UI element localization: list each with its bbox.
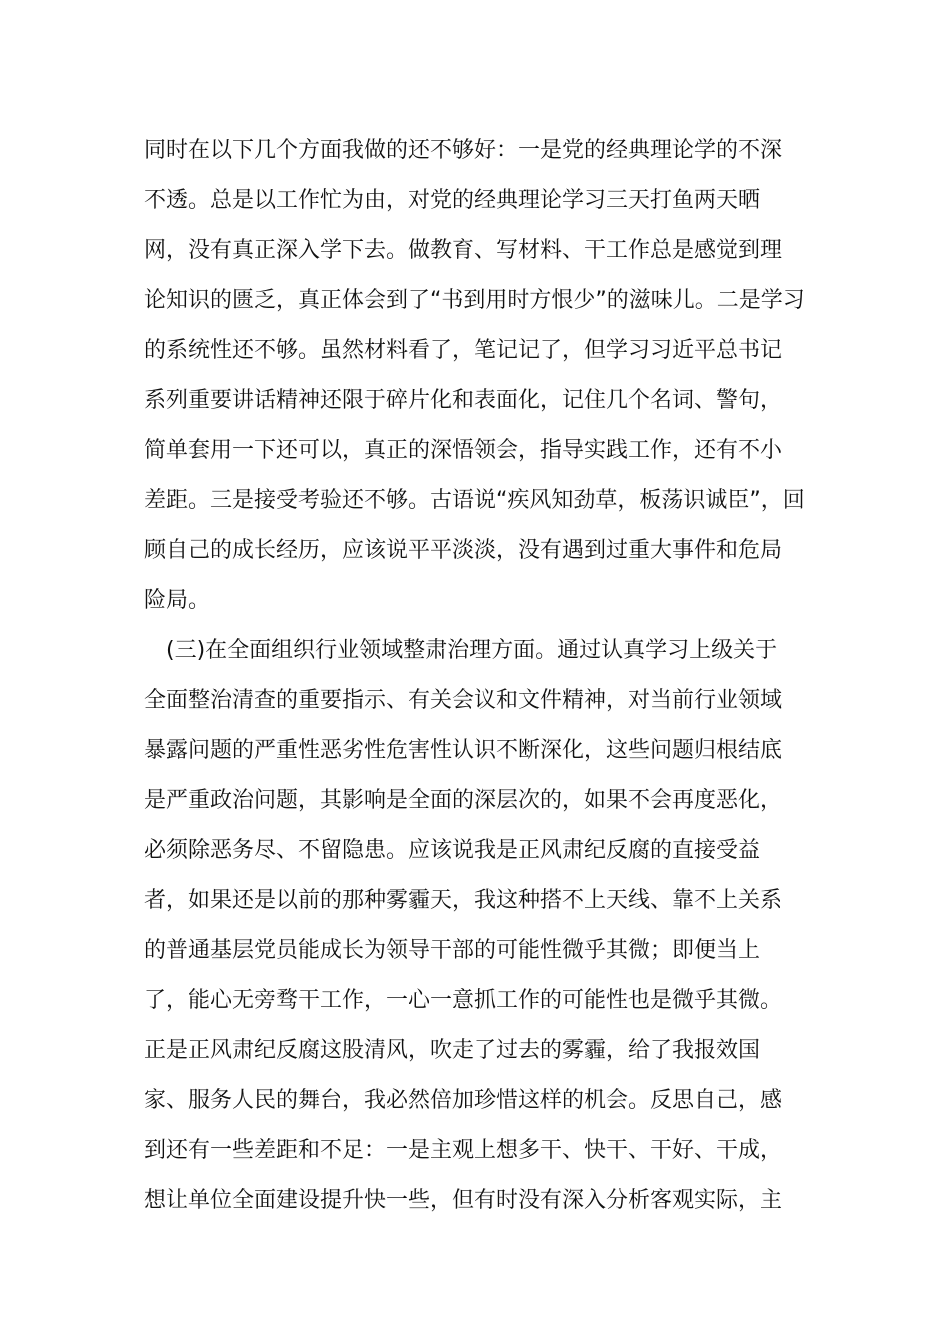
text-line: 顾自己的成长经历，应该说平平淡淡，没有遇到过重大事件和危局 — [144, 538, 783, 563]
paragraph-learning-gaps — [144, 126, 808, 626]
text-line: 简单套用一下还可以，真正的深悟领会，指导实践工作，还有不小 — [144, 438, 783, 463]
text-line: 者，如果还是以前的那种雾霾天，我这种搭不上天线、靠不上关系 — [144, 888, 783, 913]
text-line: 必须除恶务尽、不留隐患。应该说我是正风肃纪反腐的直接受益 — [144, 838, 761, 863]
text-line: 系列重要讲话精神还限于碎片化和表面化，记住几个名词、警句， — [144, 388, 783, 413]
text-line: 了，能心无旁骛干工作，一心一意抓工作的可能性也是微乎其微。 — [144, 988, 783, 1013]
text-line: 的普通基层党员能成长为领导干部的可能性微乎其微；即便当上 — [144, 938, 761, 963]
text-line: 正是正风肃纪反腐这股清风，吹走了过去的雾霾，给了我报效国 — [144, 1038, 761, 1063]
document-body — [144, 126, 808, 1226]
text-line: 差距。三是接受考验还不够。古语说“疾风知劲草，板荡识诚臣”，回 — [144, 488, 805, 513]
text-line: 同时在以下几个方面我做的还不够好：一是党的经典理论学的不深 — [144, 138, 783, 163]
text-line: 险局。 — [144, 588, 211, 613]
text-line: 是严重政治问题，其影响是全面的深层次的，如果不会再度恶化， — [144, 788, 783, 813]
text-line: 想让单位全面建设提升快一些，但有时没有深入分析客观实际，主 — [144, 1188, 783, 1213]
text-line: 不透。总是以工作忙为由，对党的经典理论学习三天打鱼两天晒 — [144, 188, 761, 213]
paragraph-section-three — [144, 626, 808, 1226]
text-line: 家、服务人民的舞台，我必然倍加珍惜这样的机会。反思自己，感 — [144, 1088, 783, 1113]
text-line: 论知识的匮乏，真正体会到了“书到用时方恨少”的滋味儿。二是学习 — [144, 288, 805, 313]
text-line: 的系统性还不够。虽然材料看了，笔记记了，但学习习近平总书记 — [144, 338, 783, 363]
section-heading-line: (三)在全面组织行业领域整肃治理方面。通过认真学习上级关于 — [166, 638, 778, 663]
text-line: 暴露问题的严重性恶劣性危害性认识不断深化，这些问题归根结底 — [144, 738, 783, 763]
text-line: 全面整治清查的重要指示、有关会议和文件精神，对当前行业领域 — [144, 688, 783, 713]
text-line: 到还有一些差距和不足：一是主观上想多干、快干、干好、干成， — [144, 1138, 783, 1163]
text-line: 网，没有真正深入学下去。做教育、写材料、干工作总是感觉到理 — [144, 238, 783, 263]
